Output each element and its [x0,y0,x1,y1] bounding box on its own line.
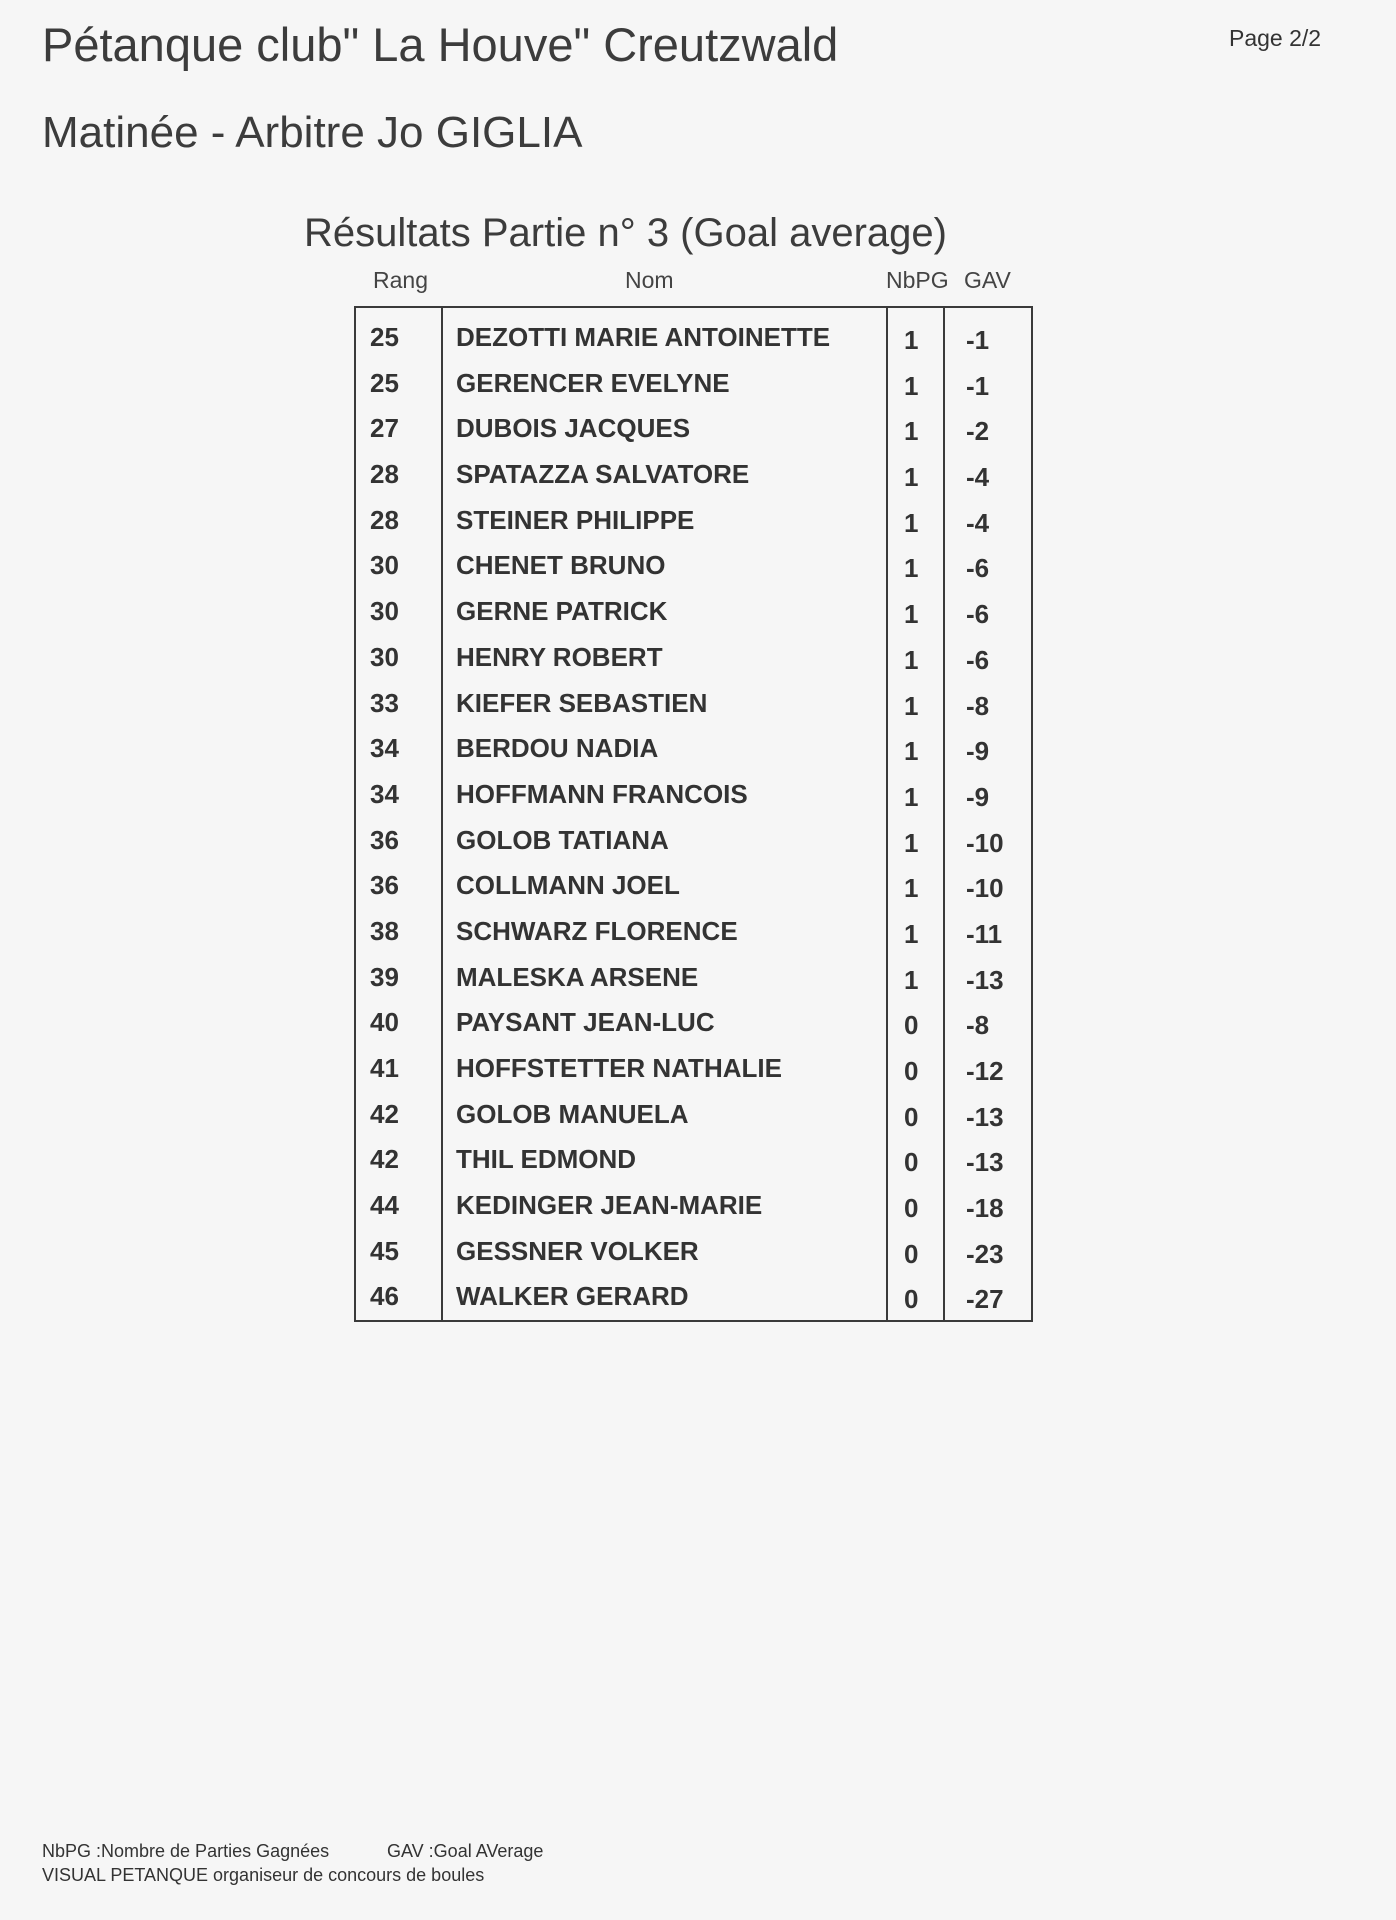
nbpg-cell: 1 [904,325,919,355]
nbpg-cell: 0 [904,1147,919,1178]
rang-cell: 39 [370,961,399,992]
results-title: Résultats Partie n° 3 (Goal average) [304,211,947,255]
rang-cell: 42 [370,1144,399,1175]
rang-cell: 45 [370,1235,399,1266]
rang-cell: 46 [370,1281,399,1312]
gav-cell: -9 [966,781,990,812]
gav-cell: -8 [966,1010,990,1041]
nom-cell: MALESKA ARSENE [456,961,699,992]
table-row [356,588,1031,634]
nbpg-cell: 0 [904,1056,919,1086]
gav-cell: -13 [966,1147,1004,1178]
table-row [356,497,1031,543]
nbpg-cell: 1 [904,416,919,447]
nom-cell: DUBOIS JACQUES [456,413,691,444]
nom-cell: THIL EDMOND [456,1144,637,1175]
nbpg-cell: 1 [904,553,919,584]
footer-legend [42,1840,544,1862]
table-body [356,314,1031,1319]
nbpg-cell: 1 [904,873,919,904]
table-row [356,1228,1031,1274]
gav-cell: -6 [966,599,990,630]
nbpg-cell: 1 [904,462,919,493]
nbpg-cell: 1 [904,599,919,630]
table-row [356,1136,1031,1182]
column-header-nom: Nom [625,267,674,293]
gav-cell: -1 [966,370,990,401]
nom-cell: GERNE PATRICK [456,596,668,627]
nom-cell: GERENCER EVELYNE [456,367,730,398]
rang-cell: 25 [370,322,399,352]
nbpg-cell: 1 [904,964,919,995]
table-row [356,1091,1031,1137]
session-title: Matinée - Arbitre Jo GIGLIA [42,108,583,157]
rang-cell: 28 [370,459,399,490]
table-row [356,1273,1031,1319]
nbpg-cell: 1 [904,507,919,538]
table-row [356,908,1031,954]
nbpg-cell: 1 [904,370,919,401]
gav-cell: -8 [966,690,990,721]
gav-cell: -10 [966,873,1004,904]
nom-cell: KIEFER SEBASTIEN [456,687,708,718]
club-title: Pétanque club" La Houve" Creutzwald [42,18,839,71]
nbpg-cell: 1 [904,690,919,721]
gav-cell: -4 [966,507,990,538]
table-row [356,1045,1031,1091]
column-header-rang: Rang [373,267,428,293]
gav-cell: -2 [966,416,990,447]
nom-cell: CHENET BRUNO [456,550,666,581]
table-row [356,954,1031,1000]
column-header-gav: GAV [964,267,1011,293]
gav-cell: -18 [966,1193,1004,1224]
nbpg-cell: 0 [904,1238,919,1269]
rang-cell: 42 [370,1098,399,1129]
nom-cell: GESSNER VOLKER [456,1235,699,1266]
nbpg-cell: 0 [904,1010,919,1041]
table-row [356,999,1031,1045]
nbpg-cell: 1 [904,781,919,812]
rang-cell: 44 [370,1190,399,1221]
table-row [356,817,1031,863]
table-row [356,360,1031,406]
nbpg-cell: 1 [904,644,919,675]
table-row [356,680,1031,726]
table-row [356,771,1031,817]
nbpg-legend: NbPG :Nombre de Parties Gagnées [42,1841,330,1861]
organiser-note: VISUAL PETANQUE organiseur de concours de boules [42,1865,485,1885]
rang-cell: 36 [370,870,399,901]
nom-cell: GOLOB TATIANA [456,824,669,855]
nbpg-cell: 1 [904,827,919,858]
nom-cell: PAYSANT JEAN-LUC [456,1007,715,1038]
table-row [356,542,1031,588]
nom-cell: GOLOB MANUELA [456,1098,689,1129]
nom-cell: COLLMANN JOEL [456,870,680,901]
rang-cell: 28 [370,504,399,535]
rang-cell: 33 [370,687,399,718]
nom-cell: WALKER GERARD [456,1281,689,1312]
gav-cell: -6 [966,553,990,584]
gav-cell: -13 [966,964,1004,995]
nom-cell: KEDINGER JEAN-MARIE [456,1190,763,1221]
results-table [354,306,1033,1322]
gav-cell: -11 [966,918,1003,949]
gav-cell: -10 [966,827,1004,858]
nom-cell: SCHWARZ FLORENCE [456,915,738,946]
rang-cell: 38 [370,915,399,946]
table-row [356,1182,1031,1228]
nbpg-cell: 1 [904,918,919,949]
gav-legend: GAV :Goal AVerage [387,1841,544,1861]
nom-cell: HENRY ROBERT [456,641,663,672]
rang-cell: 40 [370,1007,399,1038]
column-header-nbpg: NbPG [886,267,949,293]
rang-cell: 34 [370,733,399,764]
rang-cell: 34 [370,778,399,809]
gav-cell: -13 [966,1101,1004,1132]
gav-cell: -6 [966,644,990,675]
nom-cell: BERDOU NADIA [456,733,659,764]
rang-cell: 36 [370,824,399,855]
nom-cell: STEINER PHILIPPE [456,504,695,535]
nom-cell: DEZOTTI MARIE ANTOINETTE [456,322,831,352]
gav-cell: -1 [966,325,990,355]
table-row [356,725,1031,771]
rang-cell: 27 [370,413,399,444]
nom-cell: HOFFSTETTER NATHALIE [456,1053,782,1083]
table-row [356,634,1031,680]
nbpg-cell: 0 [904,1284,919,1315]
page-number: Page 2/2 [1229,25,1322,51]
rang-cell: 30 [370,550,399,581]
gav-cell: -12 [966,1056,1004,1086]
nbpg-cell: 0 [904,1193,919,1224]
gav-cell: -4 [966,462,990,493]
table-row [356,314,1031,360]
gav-cell: -9 [966,736,990,767]
rang-cell: 30 [370,641,399,672]
table-row [356,451,1031,497]
rang-cell: 30 [370,596,399,627]
table-row [356,862,1031,908]
nom-cell: HOFFMANN FRANCOIS [456,778,748,809]
table-row [356,405,1031,451]
nbpg-cell: 0 [904,1101,919,1132]
gav-cell: -23 [966,1238,1004,1269]
gav-cell: -27 [966,1284,1004,1315]
nbpg-cell: 1 [904,736,919,767]
nom-cell: SPATAZZA SALVATORE [456,459,750,490]
rang-cell: 25 [370,367,399,398]
rang-cell: 41 [370,1053,399,1083]
